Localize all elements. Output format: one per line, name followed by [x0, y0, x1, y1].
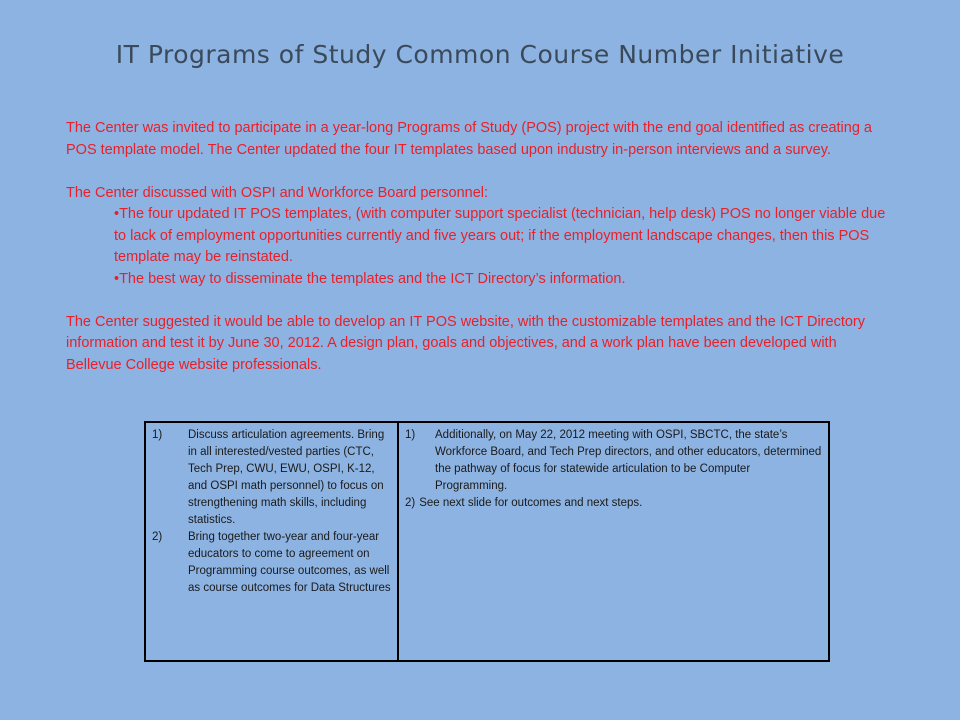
list-item: [405, 495, 822, 512]
item-number: 1): [152, 429, 163, 441]
discussion-intro: The Center discussed with OSPI and Workforce Board personnel:: [66, 184, 489, 201]
spacer: [66, 161, 896, 183]
item-text: See next slide for outcomes and next steps.: [419, 497, 643, 509]
steps-table: [144, 421, 830, 662]
bullet-item: • The four updated IT POS templates, (with computer support specialist (technician, help desk) POS no longer viable due to lack of employment opportunities currently and five years out; if the employment landscape changes, then this POS template may be reinstated.: [114, 204, 896, 269]
slide-title: IT Programs of Study Common Course Number Initiative: [115, 40, 845, 69]
table-cell-left: [146, 423, 399, 660]
item-text: Discuss articulation agreements. Bring in all interested/vested parties (CTC, Tech Prep, CWU, EWU, OSPI, K-12, and OSPI math personnel) to focus on strengthening math skills, including statistics.: [188, 429, 385, 526]
item-text: Additionally, on May 22, 2012 meeting with OSPI, SBCTC, the state’s Workforce Board, and Tech Prep directors, and other educators, determined the pathway of focus for statewide articulation to be Computer Programming.: [435, 429, 822, 492]
table-cell-right: [399, 423, 828, 660]
bullet-list: [66, 204, 896, 290]
list-item: [405, 427, 822, 495]
intro-paragraph: The Center was invited to participate in a year-long Programs of Study (POS) project with the end goal identified as creating a POS template model. The Center updated the four IT templates based upon industry in-person interviews and a survey.: [66, 120, 872, 158]
item-number: 2): [152, 531, 163, 543]
list-item: [152, 427, 391, 529]
item-text: Bring together two-year and four-year educators to come to agreement on Programming course outcomes, as well as course outcomes for Data Structures: [188, 531, 391, 594]
item-number: 1): [405, 429, 416, 441]
bullet-item: • The best way to disseminate the templates and the ICT Directory’s information.: [114, 269, 896, 291]
website-paragraph: The Center suggested it would be able to develop an IT POS website, with the customizable templates and the ICT Directory information and test it by June 30, 2012. A design plan, goals and objectives, and a work plan have been developed with Bellevue College website professionals.: [66, 313, 866, 373]
spacer: [66, 290, 896, 312]
body-text: [66, 118, 896, 376]
item-number: 2): [405, 497, 416, 509]
list-item: [152, 529, 391, 597]
